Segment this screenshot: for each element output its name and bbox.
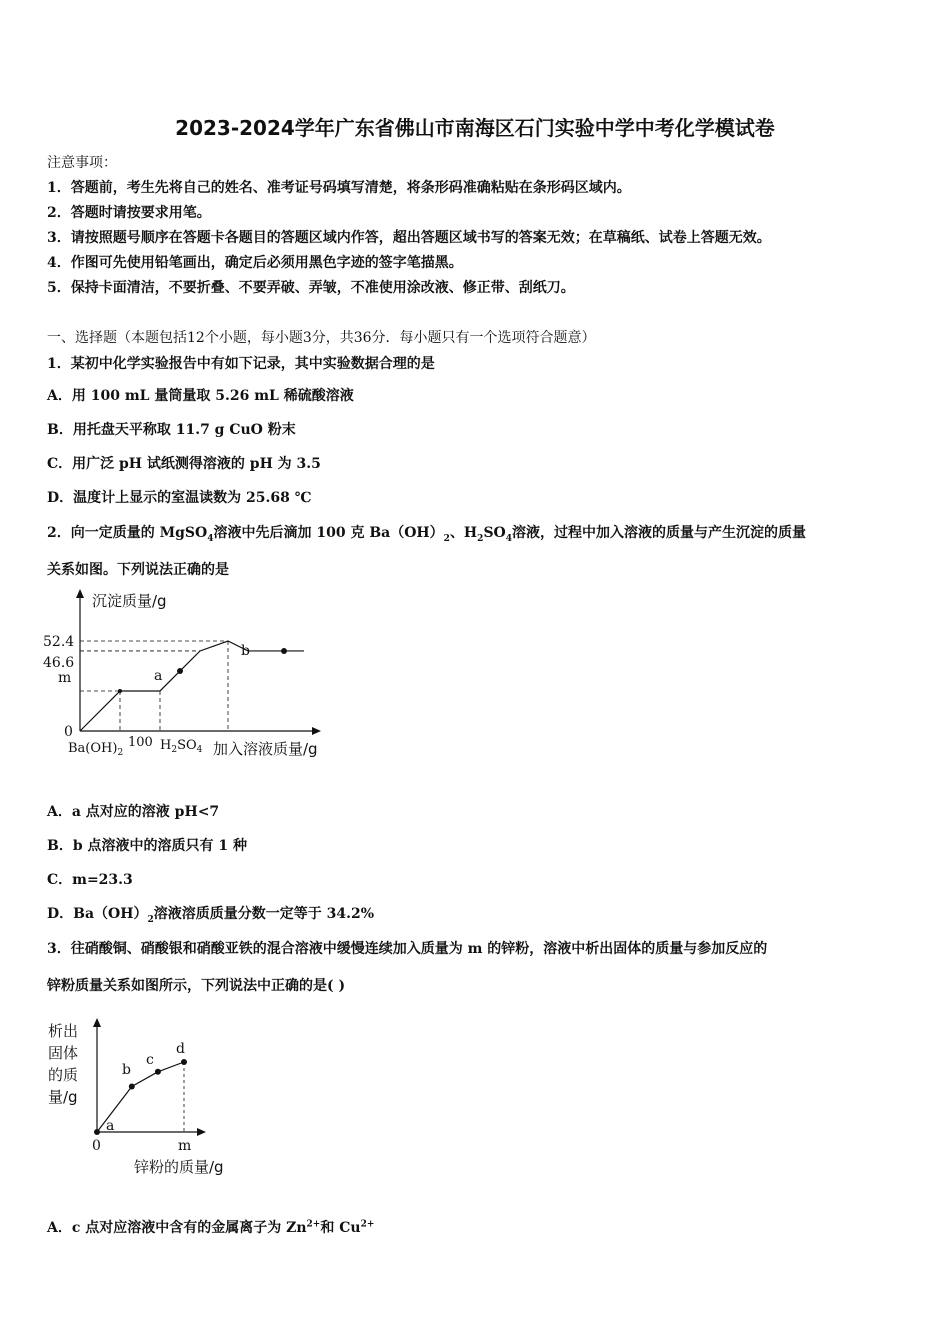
y-axis-label: 的质: [48, 1066, 79, 1084]
note-item: 4．作图可先使用铅笔画出，确定后必须用黑色字迹的签字笔描黑。: [47, 255, 463, 271]
x-tick-label: 100: [128, 735, 153, 750]
y-axis-label: 固体: [48, 1044, 79, 1062]
q2-stem: 2．向一定质量的 MgSO$_4$溶液中先后滴加 100 克 $Ba(OH)_2$、$H_2SO_4$溶液，过程中加入溶液的质量与产生沉淀的质量: [47, 525, 807, 544]
note-item: 5．保持卡面清洁，不要折叠、不要弄破、弄皱，不准使用涂改液、修正带、刮纸刀。: [47, 280, 575, 296]
point-b: [129, 1084, 135, 1090]
point-c: [155, 1069, 161, 1075]
point-b: [281, 648, 287, 654]
point-label-b: b: [122, 1062, 131, 1078]
y-tick-label: 46.6: [43, 655, 75, 671]
q2-option-a: A．a 点对应的溶液 pH<7: [47, 804, 220, 820]
x-tick-label: m: [178, 1138, 192, 1154]
q3-option-a: A．c 点对应溶液中含有的金属离子为 $Zn^{2+}$和 $Cu^{2+}$: [47, 1219, 375, 1236]
x-tick-label: $H_2SO_4$: [160, 738, 203, 755]
q1-option-b: B．用托盘天平称取 11.7 g CuO 粉末: [47, 422, 296, 438]
y-tick-label: m: [58, 670, 72, 686]
note-item: 3．请按照题号顺序在答题卡各题目的答题区域内作答，超出答题区域书写的答案无效；在草稿纸、试卷上答题无效。: [47, 230, 771, 246]
notes-heading: 注意事项：: [47, 155, 117, 171]
q1-option-c: C．用广泛 pH 试纸测得溶液的 pH 为 3.5: [47, 456, 321, 472]
y-axis-label: 量/g: [48, 1088, 78, 1106]
x-axis-label: 锌粉的质量/g: [134, 1158, 224, 1176]
q2-option-c: C．m=23.3: [47, 872, 133, 888]
x-tick-label: 0: [92, 1138, 101, 1154]
point-label-a: a: [106, 1118, 115, 1134]
point-label-a: a: [154, 668, 163, 684]
y-axis-arrow: [76, 589, 84, 598]
q1-option-d: D．温度计上显示的室温读数为 25.68 ℃: [47, 490, 312, 506]
note-item: 2．答题时请按要求用笔。: [47, 205, 211, 221]
data-point: [118, 689, 122, 693]
x-axis-arrow: [312, 727, 321, 735]
x-tick-label: $Ba(OH)_2$: [68, 741, 124, 758]
page-title: 2023-2024学年广东省佛山市南海区石门实验中学中考化学模试卷: [175, 116, 775, 140]
q3-stem-line2: 锌粉质量关系如图所示，下列说法中正确的是( ): [47, 978, 346, 994]
guide-lines: [80, 641, 228, 731]
point-a: [177, 668, 183, 674]
point-label-c: c: [146, 1052, 154, 1068]
precipitate-chart: [40, 586, 350, 766]
y-tick-label: 52.4: [43, 634, 75, 650]
series-line: [80, 641, 304, 731]
y-axis-label: 沉淀质量/g: [92, 592, 167, 610]
q1-stem: 1．某初中化学实验报告中有如下记录，其中实验数据合理的是: [47, 356, 435, 372]
q2-stem-line2: 关系如图。下列说法正确的是: [47, 562, 229, 578]
q2-option-d: D．$Ba(OH)_2$溶液溶质质量分数一定等于 34.2%: [47, 906, 375, 925]
point-label-b: b: [241, 643, 250, 659]
x-axis-arrow: [197, 1128, 206, 1136]
zinc-solid-chart: [40, 1012, 250, 1182]
q2-option-b: B．b 点溶液中的溶质只有 1 种: [47, 838, 247, 854]
section-heading: 一、选择题（本题包括12个小题，每小题3分，共36分．每小题只有一个选项符合题意）: [47, 330, 596, 346]
y-tick-label: 0: [64, 724, 73, 740]
note-item: 1．答题前，考生先将自己的姓名、准考证号码填写清楚，将条形码准确粘贴在条形码区域内。: [47, 180, 631, 196]
point-a: [94, 1129, 100, 1135]
point-d: [181, 1059, 187, 1065]
q1-option-a: A．用 100 mL 量筒量取 5.26 mL 稀硫酸溶液: [47, 388, 354, 404]
y-axis-arrow: [93, 1018, 101, 1027]
y-axis-label: 析出: [48, 1022, 79, 1040]
point-label-d: d: [176, 1041, 185, 1057]
q3-stem: 3．往硝酸铜、硝酸银和硝酸亚铁的混合溶液中缓慢连续加入质量为 m 的锌粉，溶液中析出固体的质量与参加反应的: [47, 941, 768, 957]
x-axis-label: 加入溶液质量/g: [213, 740, 318, 758]
